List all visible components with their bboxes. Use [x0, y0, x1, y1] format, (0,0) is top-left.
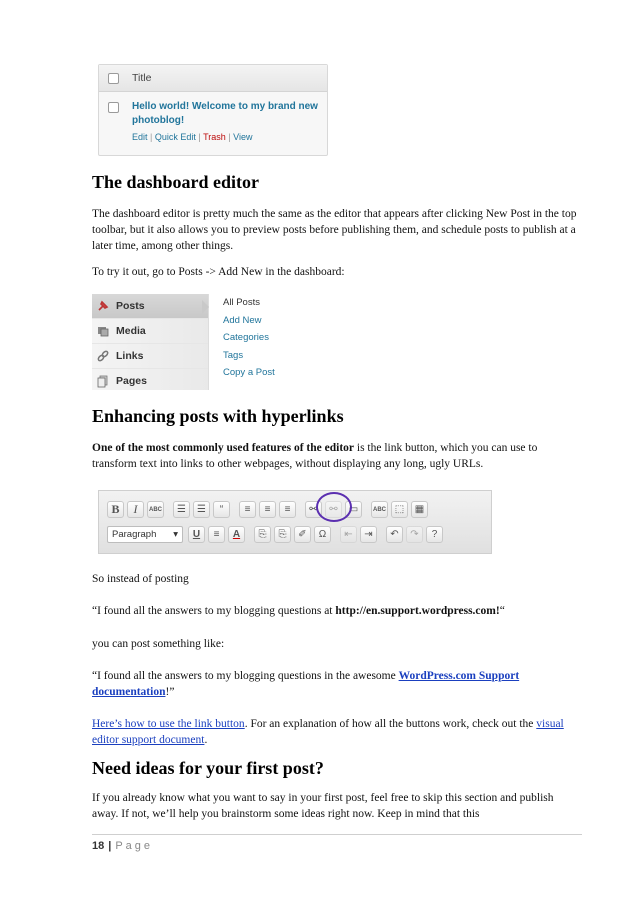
submenu-copy-a-post[interactable]: Copy a Post [223, 367, 275, 378]
italic-button[interactable]: I [127, 501, 144, 518]
undo-button[interactable]: ↶ [386, 526, 403, 543]
link-help-text: . For an explanation of how all the buttons work, check out the [244, 718, 537, 730]
link-button-highlight [316, 492, 352, 522]
page-footer [92, 840, 153, 852]
strikethrough-button[interactable]: ABC [147, 501, 164, 518]
more-tag-button[interactable]: ▭ [345, 501, 362, 518]
footer-separator: | [108, 840, 112, 852]
align-center-button[interactable]: ≡ [259, 501, 276, 518]
chain-link-icon [96, 349, 110, 363]
visual-editor-support-link[interactable]: visual editor support document [92, 718, 564, 746]
menu-item-label: Pages [116, 375, 147, 387]
paragraph-dashboard-editor: The dashboard editor is pretty much the same as the editor that appears after clicking New Post in the top toolbar, but it also allows you to preview posts before publishing them, and schedule posts to publish at a later time, among other things. [92, 208, 577, 252]
numbered-list-button[interactable]: ☰ [193, 501, 210, 518]
trash-link[interactable]: Trash [203, 132, 226, 142]
quote-text: “I found all the answers to my blogging questions in the awesome [92, 670, 399, 682]
bold-button[interactable]: B [107, 501, 124, 518]
bold-lead: One of the most commonly used features of the editor [92, 442, 355, 454]
paragraph-you-can-post: you can post something like: [92, 638, 225, 650]
lead-rest: is the link button, which you can use to transform text into links to other webpages, without displaying any long, ugly URLs. [92, 442, 538, 470]
pages-icon [96, 374, 110, 388]
page-label: Page [115, 840, 154, 852]
support-documentation-link[interactable]: WordPress.com Support documentation [92, 670, 520, 698]
toolbar-row-1 [107, 501, 431, 518]
justify-button[interactable]: ≡ [208, 526, 225, 543]
paragraph-link-help [92, 716, 582, 748]
title-column-header: Title [132, 72, 152, 84]
insert-link-button[interactable]: ⚯ [305, 501, 322, 518]
heading-dashboard-editor: The dashboard editor [92, 172, 260, 192]
bold-url: http://en.support.wordpress.com! [335, 605, 500, 617]
menu-item-label: Posts [116, 300, 145, 312]
how-to-use-link-button-link[interactable]: Here’s how to use the link button [92, 718, 245, 730]
menu-item-label: Links [116, 350, 144, 362]
paragraph-quote-linked [92, 668, 582, 700]
post-row [99, 92, 327, 142]
chevron-down-icon: ▾ [173, 529, 178, 540]
format-select-value: Paragraph [112, 529, 157, 540]
quote-close: !” [165, 686, 175, 698]
format-select[interactable] [107, 526, 183, 543]
post-checkbox[interactable] [108, 102, 119, 113]
admin-sidebar-menu [92, 294, 209, 390]
submenu-categories[interactable]: Categories [223, 332, 269, 343]
editor-toolbar-screenshot [98, 490, 492, 554]
menu-item-media[interactable] [92, 319, 208, 344]
redo-button[interactable]: ↷ [406, 526, 423, 543]
menu-item-pages[interactable] [92, 369, 208, 393]
indent-button[interactable]: ⇥ [360, 526, 377, 543]
menu-item-label: Media [116, 325, 146, 337]
admin-menu-screenshot [92, 294, 310, 390]
paragraph-instead-of-posting: So instead of posting [92, 573, 189, 585]
help-button[interactable]: ? [426, 526, 443, 543]
page-number: 18 [92, 840, 105, 852]
quote-text: “I found all the answers to my blogging questions at [92, 605, 336, 617]
clear-formatting-button[interactable]: ✐ [294, 526, 311, 543]
paragraph-quote-plain [92, 603, 582, 619]
fullscreen-button[interactable]: ⬚ [391, 501, 408, 518]
row-actions [132, 132, 322, 142]
heading-need-ideas: Need ideas for your first post? [92, 758, 324, 778]
period: . [204, 734, 208, 746]
separator: | [198, 132, 201, 142]
paragraph-try-it-out: To try it out, go to Posts -> Add New in the dashboard: [92, 266, 345, 278]
unlink-button[interactable]: ⚯ [325, 501, 342, 518]
align-left-button[interactable]: ≡ [239, 501, 256, 518]
align-right-button[interactable]: ≡ [279, 501, 296, 518]
special-character-button[interactable]: Ω [314, 526, 331, 543]
footer-divider [92, 834, 582, 835]
pushpin-icon [96, 299, 110, 313]
separator: | [228, 132, 231, 142]
menu-item-posts[interactable] [92, 294, 208, 319]
toolbar-row-2 [107, 526, 446, 543]
submenu-tags[interactable]: Tags [223, 349, 244, 361]
posts-list-header [99, 65, 327, 92]
menu-item-links[interactable] [92, 344, 208, 369]
kitchen-sink-button[interactable]: ▦ [411, 501, 428, 518]
paragraph-link-button [92, 440, 582, 472]
separator: | [150, 132, 153, 142]
submenu-all-posts[interactable]: All Posts [223, 297, 260, 308]
paragraph-need-ideas: If you already know what you want to say in your first post, feel free to skip this section and publish away. If not, we’ll help you brainstorm some ideas right now. Keep in mind that this [92, 792, 554, 820]
posts-submenu [210, 294, 310, 390]
post-title-link[interactable]: Hello world! Welcome to my brand new photoblog! [132, 101, 318, 126]
edit-link[interactable]: Edit [132, 132, 148, 142]
heading-hyperlinks: Enhancing posts with hyperlinks [92, 406, 344, 426]
select-all-checkbox[interactable] [108, 73, 119, 84]
view-link[interactable]: View [233, 132, 253, 142]
quick-edit-link[interactable]: Quick Edit [154, 132, 196, 142]
bullet-list-button[interactable]: ☰ [173, 501, 190, 518]
outdent-button[interactable]: ⇤ [340, 526, 357, 543]
paste-word-button[interactable]: ⎘ [274, 526, 291, 543]
blockquote-button[interactable]: “ [213, 501, 230, 518]
submenu-pointer [202, 300, 209, 314]
submenu-add-new[interactable]: Add New [223, 314, 262, 326]
underline-button[interactable]: U [188, 526, 205, 543]
posts-list-screenshot [98, 64, 328, 156]
media-icon [96, 324, 110, 338]
quote-close: “ [499, 605, 505, 617]
paste-text-button[interactable]: ⎘ [254, 526, 271, 543]
text-color-button[interactable]: A [228, 526, 245, 543]
spellcheck-button[interactable]: ABC [371, 501, 388, 518]
